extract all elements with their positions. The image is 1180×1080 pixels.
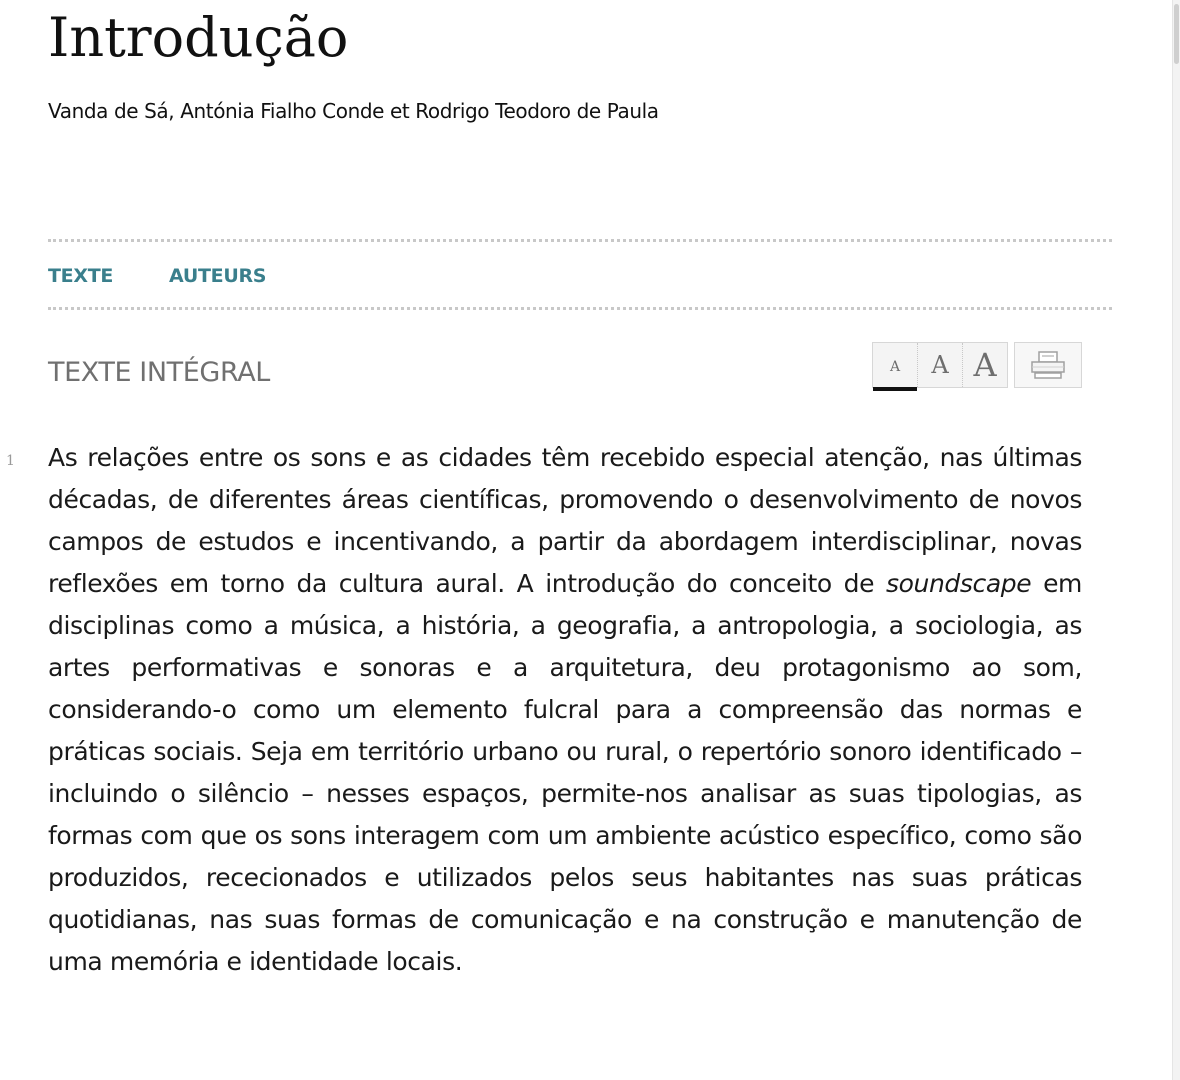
font-size-large-button[interactable]: A bbox=[962, 343, 1007, 387]
scrollbar-thumb[interactable] bbox=[1174, 4, 1179, 64]
print-button[interactable] bbox=[1014, 342, 1082, 388]
section-heading: TEXTE INTÉGRAL bbox=[48, 357, 270, 388]
page-scrollbar[interactable] bbox=[1172, 0, 1180, 1080]
tabs-top-divider bbox=[48, 239, 1112, 242]
paragraph-emphasis: soundscape bbox=[885, 569, 1032, 598]
font-size-medium-button[interactable]: A bbox=[917, 343, 962, 387]
paragraph-text-before: As relações entre os sons e as cidades têm recebido especial atenção, nas últimas décadas, de diferentes áreas científicas, promovendo o desenvolvimento de novos campos de estudos e incentivando, a partir da abordagem interdisciplinar, novas reflexões em torno da cultura aural. A introdução do conceito de bbox=[48, 443, 1082, 598]
tabs-bottom-divider bbox=[48, 307, 1112, 310]
article-paragraph bbox=[48, 437, 1082, 983]
tab-texte[interactable]: TEXTE bbox=[48, 265, 114, 287]
article-title: Introdução bbox=[48, 6, 349, 69]
article-tabs bbox=[48, 262, 266, 292]
tab-auteurs[interactable]: AUTEURS bbox=[169, 265, 267, 287]
article-authors: Vanda de Sá, Antónia Fialho Conde et Rodrigo Teodoro de Paula bbox=[48, 99, 659, 123]
paragraph-number: 1 bbox=[6, 453, 15, 469]
paragraph-text-after: em disciplinas como a música, a história, a geografia, a antropologia, a sociologia, as artes performativas e sonoras e a arquitetura, deu protagonismo ao som, considerando-o como um elemento fulcral para a compreensão das normas e práticas sociais. Seja em território urbano ou rural, o repertório sonoro identificado – incluindo o silêncio – nesses espaços, permite-nos analisar as suas tipologias, as formas com que os sons interagem com um ambiente acústico específico, como são produzidos, rececionados e utilizados pelos seus habitantes nas suas práticas quotidianas, nas suas formas de comunicação e na construção e manutenção de uma memória e identidade locais. bbox=[48, 569, 1083, 976]
font-size-controls bbox=[872, 342, 1008, 388]
font-size-small-button[interactable]: A bbox=[873, 343, 917, 387]
printer-icon bbox=[1028, 349, 1068, 381]
